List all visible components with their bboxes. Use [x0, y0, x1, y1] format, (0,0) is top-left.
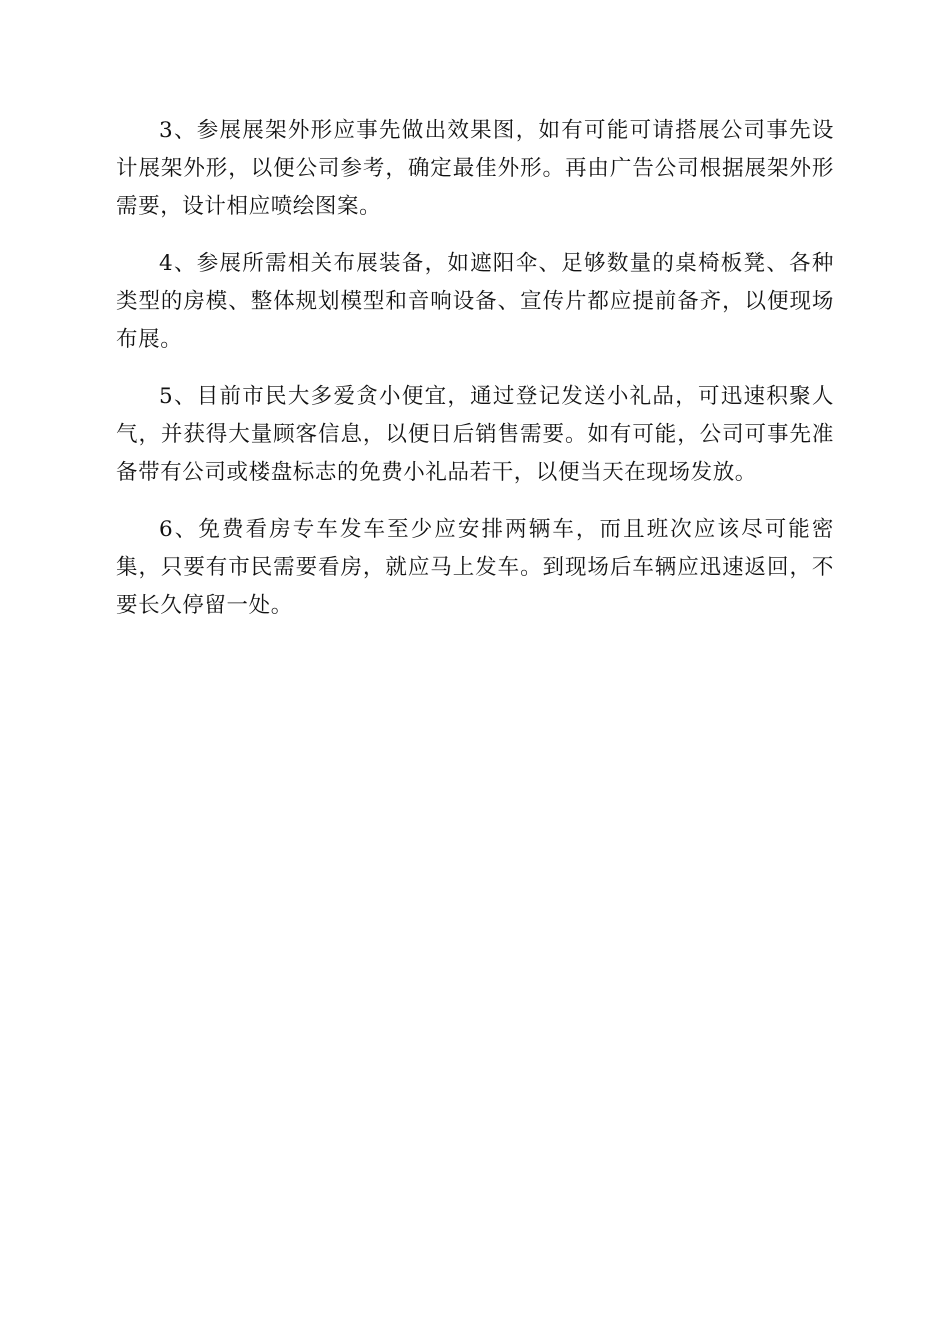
document-body	[116, 112, 834, 644]
paragraph-item-5: 5、目前市民大多爱贪小便宜，通过登记发送小礼品，可迅速积聚人气，并获得大量顾客信息，以便日后销售需要。如有可能，公司可事先准备带有公司或楼盘标志的免费小礼品若干，以便当天在现场发放。	[116, 384, 834, 485]
paragraph-item-4: 4、参展所需相关布展装备，如遮阳伞、足够数量的桌椅板凳、各种类型的房模、整体规划模型和音响设备、宣传片都应提前备齐，以便现场布展。	[116, 251, 834, 352]
paragraph-item-6: 6、免费看房专车发车至少应安排两辆车，而且班次应该尽可能密集，只要有市民需要看房，就应马上发车。到现场后车辆应迅速返回，不要长久停留一处。	[116, 517, 834, 618]
paragraph-item-3: 3、参展展架外形应事先做出效果图，如有可能可请搭展公司事先设计展架外形，以便公司参考，确定最佳外形。再由广告公司根据展架外形需要，设计相应喷绘图案。	[116, 118, 834, 219]
